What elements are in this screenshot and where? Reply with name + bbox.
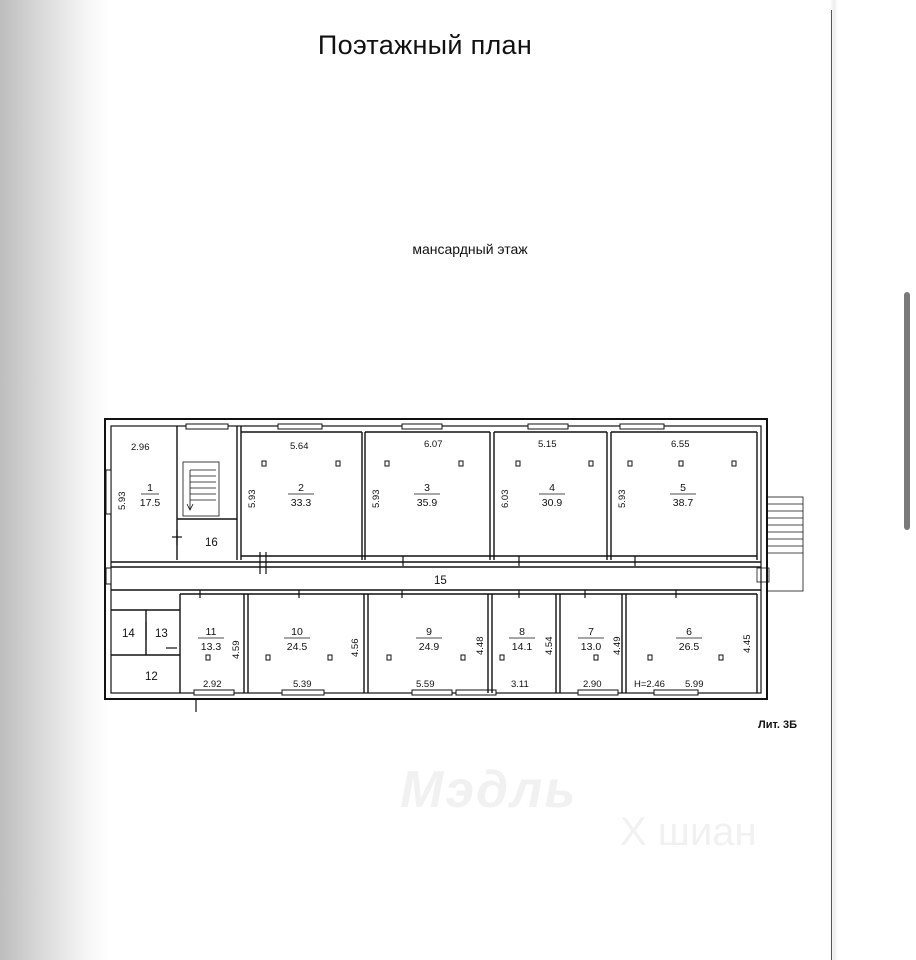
room-2-number: 2 (298, 482, 304, 494)
room-11-number: 11 (205, 626, 217, 638)
room-3-area: 35.9 (416, 497, 438, 509)
room-9-area: 24.9 (418, 641, 440, 653)
dim-top-5: 6.55 (671, 439, 690, 450)
dim-vert-3: 5.93 (371, 489, 382, 508)
litera-label: Лит. 3Б (758, 719, 798, 731)
room-8 (509, 626, 535, 653)
room-3 (414, 482, 440, 509)
dim-vert-9: 4.48 (475, 636, 486, 655)
page-title: Поэтажный план (317, 30, 533, 60)
dim-bot-10: 5.39 (293, 679, 312, 690)
room-3-number: 3 (424, 482, 430, 494)
room-2 (288, 482, 314, 509)
dim-top-4: 5.15 (538, 439, 557, 450)
radiator-marks (206, 461, 736, 660)
room-7-area: 13.0 (580, 641, 602, 653)
dim-top-2: 5.64 (290, 441, 309, 452)
room-2-area: 33.3 (290, 497, 312, 509)
dim-vert-4: 6.03 (500, 489, 511, 508)
walls-top-row (177, 426, 757, 560)
windows-left (106, 470, 111, 584)
dim-bot-6: 5.99 (685, 679, 704, 690)
room-10 (284, 626, 310, 653)
watermark-text: X шиан (620, 810, 757, 854)
room-9 (416, 626, 442, 653)
room-6-area: 26.5 (678, 641, 700, 653)
room-7 (578, 626, 604, 653)
external-stair (757, 497, 803, 591)
ceiling-height: H=2.46 (634, 679, 665, 690)
room-10-area: 24.5 (286, 641, 308, 653)
room-1-area: 17.5 (139, 497, 161, 509)
dim-vert-2: 5.93 (247, 489, 258, 508)
room-15-label: 15 (434, 575, 447, 587)
room-1 (140, 482, 161, 509)
dim-vert-11: 4.59 (231, 640, 242, 659)
room-4 (539, 482, 565, 509)
dim-vert-1: 5.93 (117, 491, 128, 510)
dim-bot-8: 3.11 (511, 679, 529, 690)
outer-walls (105, 419, 767, 699)
room-12-label: 12 (145, 671, 158, 683)
room-9-number: 9 (426, 626, 432, 638)
dim-top-1: 2.96 (131, 442, 150, 453)
dim-vert-8: 4.54 (544, 636, 555, 655)
dim-bot-11: 2.92 (203, 679, 222, 690)
room-4-number: 4 (549, 482, 555, 494)
dim-vert-10: 4.56 (350, 638, 361, 657)
room-8-number: 8 (519, 626, 525, 638)
room-6-number: 6 (686, 626, 692, 638)
room-8-area: 14.1 (511, 641, 533, 653)
floor-subtitle: мансардный этаж (412, 241, 528, 257)
dim-vert-6: 4.45 (742, 634, 753, 653)
room-11-area: 13.3 (200, 641, 222, 653)
dim-vert-7: 4.49 (612, 636, 623, 655)
room-13-label: 13 (155, 628, 168, 640)
staircase (183, 462, 219, 516)
room-5-area: 38.7 (672, 497, 694, 509)
dim-vert-5: 5.93 (617, 489, 628, 508)
room-1-number: 1 (147, 482, 153, 494)
watermark-logo: Мэдль (400, 761, 578, 819)
room-16-label: 16 (205, 537, 218, 549)
room-5 (670, 482, 696, 509)
room-5-number: 5 (680, 482, 686, 494)
room-11 (198, 626, 224, 653)
dim-top-3: 6.07 (424, 439, 443, 450)
room-7-number: 7 (588, 626, 594, 638)
room-14-label: 14 (122, 628, 135, 640)
room-10-number: 10 (291, 626, 303, 638)
dim-bot-7: 2.90 (583, 679, 602, 690)
room-4-area: 30.9 (541, 497, 563, 509)
dim-bot-9: 5.59 (416, 679, 435, 690)
room-6 (676, 626, 702, 653)
